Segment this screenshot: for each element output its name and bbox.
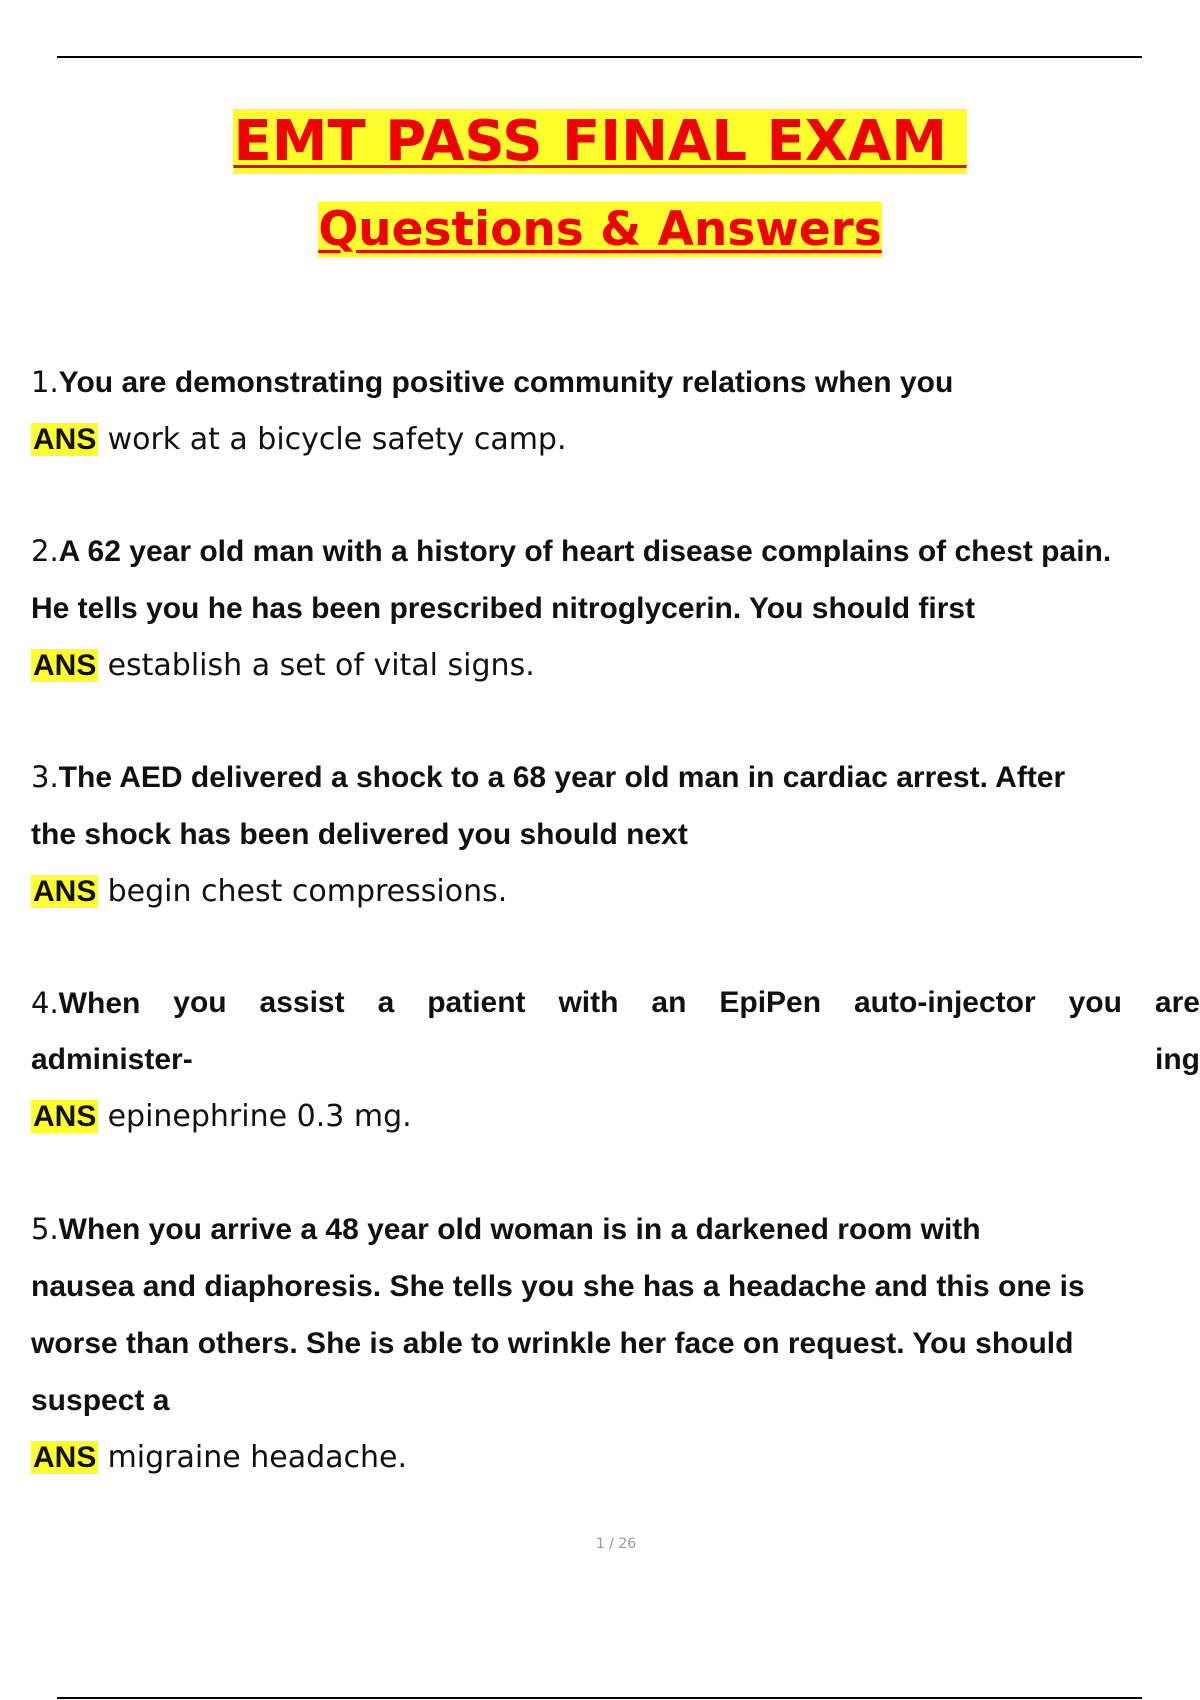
page-indicator: 1 / 26 <box>595 1536 637 1552</box>
question-5 <box>31 1201 1200 1486</box>
question-text: You are demonstrating positive community relations when you <box>58 366 954 399</box>
answer-3 <box>31 863 1200 920</box>
question-number: 2. <box>31 534 59 568</box>
question-word: administer- <box>31 1043 193 1076</box>
answer-text: migraine headache. <box>107 1440 408 1475</box>
question-number: 3. <box>31 760 59 794</box>
question-4 <box>31 975 1200 1145</box>
answer-tag: ANS <box>33 875 97 908</box>
answer-text: establish a set of vital signs. <box>107 648 535 683</box>
top-rule <box>57 56 1142 58</box>
question-1 <box>31 354 1200 468</box>
answer-1 <box>31 411 1200 468</box>
question-text: suspect a <box>31 1384 170 1417</box>
question-text: the shock has been delivered you should next <box>31 818 688 851</box>
answer-tag: ANS <box>33 649 97 682</box>
bottom-rule <box>57 1697 1142 1699</box>
question-text: worse than others. She is able to wrinkle her face on request. You should <box>31 1327 1074 1360</box>
question-2-line-1 <box>31 523 1200 580</box>
question-word: you <box>1068 986 1122 1019</box>
question-word: patient <box>427 986 526 1019</box>
answer-tag: ANS <box>33 1100 97 1133</box>
question-5-line-4 <box>31 1372 1200 1429</box>
question-word: are <box>1154 986 1200 1019</box>
question-text: The AED delivered a shock to a 68 year old man in cardiac arrest. After <box>58 761 1066 794</box>
question-word: EpiPen <box>719 986 822 1019</box>
answer-2 <box>31 637 1200 694</box>
question-3 <box>31 749 1200 920</box>
question-word: ing <box>1155 1043 1200 1076</box>
question-2 <box>31 523 1200 694</box>
question-5-line-2 <box>31 1258 1200 1315</box>
answer-text: epinephrine 0.3 mg. <box>107 1099 412 1134</box>
answer-tag: ANS <box>33 423 97 456</box>
question-word: you <box>173 986 227 1019</box>
answer-4 <box>31 1088 1200 1145</box>
question-text: A 62 year old man with a history of heart disease complains of chest pain. <box>58 535 1112 568</box>
question-word <box>31 975 140 1032</box>
question-number: 5. <box>31 1212 59 1246</box>
question-number: 1. <box>31 365 59 399</box>
document-title: EMT PASS FINAL EXAM <box>233 109 967 174</box>
question-4-line-2 <box>31 1032 1200 1088</box>
question-text: He tells you he has been prescribed nitroglycerin. You should first <box>31 592 976 625</box>
question-word: an <box>651 986 687 1019</box>
question-number: 4. <box>31 986 59 1020</box>
question-3-line-1 <box>31 749 1200 806</box>
question-word: auto-injector <box>854 986 1036 1019</box>
question-word: a <box>377 986 395 1019</box>
question-5-line-1 <box>31 1201 1200 1258</box>
question-word: with <box>558 986 619 1019</box>
question-word: When <box>58 987 141 1020</box>
question-1-line-1 <box>31 354 1200 411</box>
question-text: When you arrive a 48 year old woman is in a darkened room with <box>58 1213 981 1246</box>
question-4-line-1 <box>31 975 1200 1032</box>
document-subtitle: Questions & Answers <box>318 202 882 257</box>
question-5-line-3 <box>31 1315 1200 1372</box>
answer-tag: ANS <box>33 1441 97 1474</box>
answer-text: begin chest compressions. <box>107 874 508 909</box>
answer-5 <box>31 1429 1200 1486</box>
question-text: nausea and diaphoresis. She tells you she has a headache and this one is <box>31 1270 1085 1303</box>
answer-text: work at a bicycle safety camp. <box>107 422 567 457</box>
question-3-line-2 <box>31 806 1200 863</box>
question-word: assist <box>259 986 345 1019</box>
question-2-line-2 <box>31 580 1200 637</box>
